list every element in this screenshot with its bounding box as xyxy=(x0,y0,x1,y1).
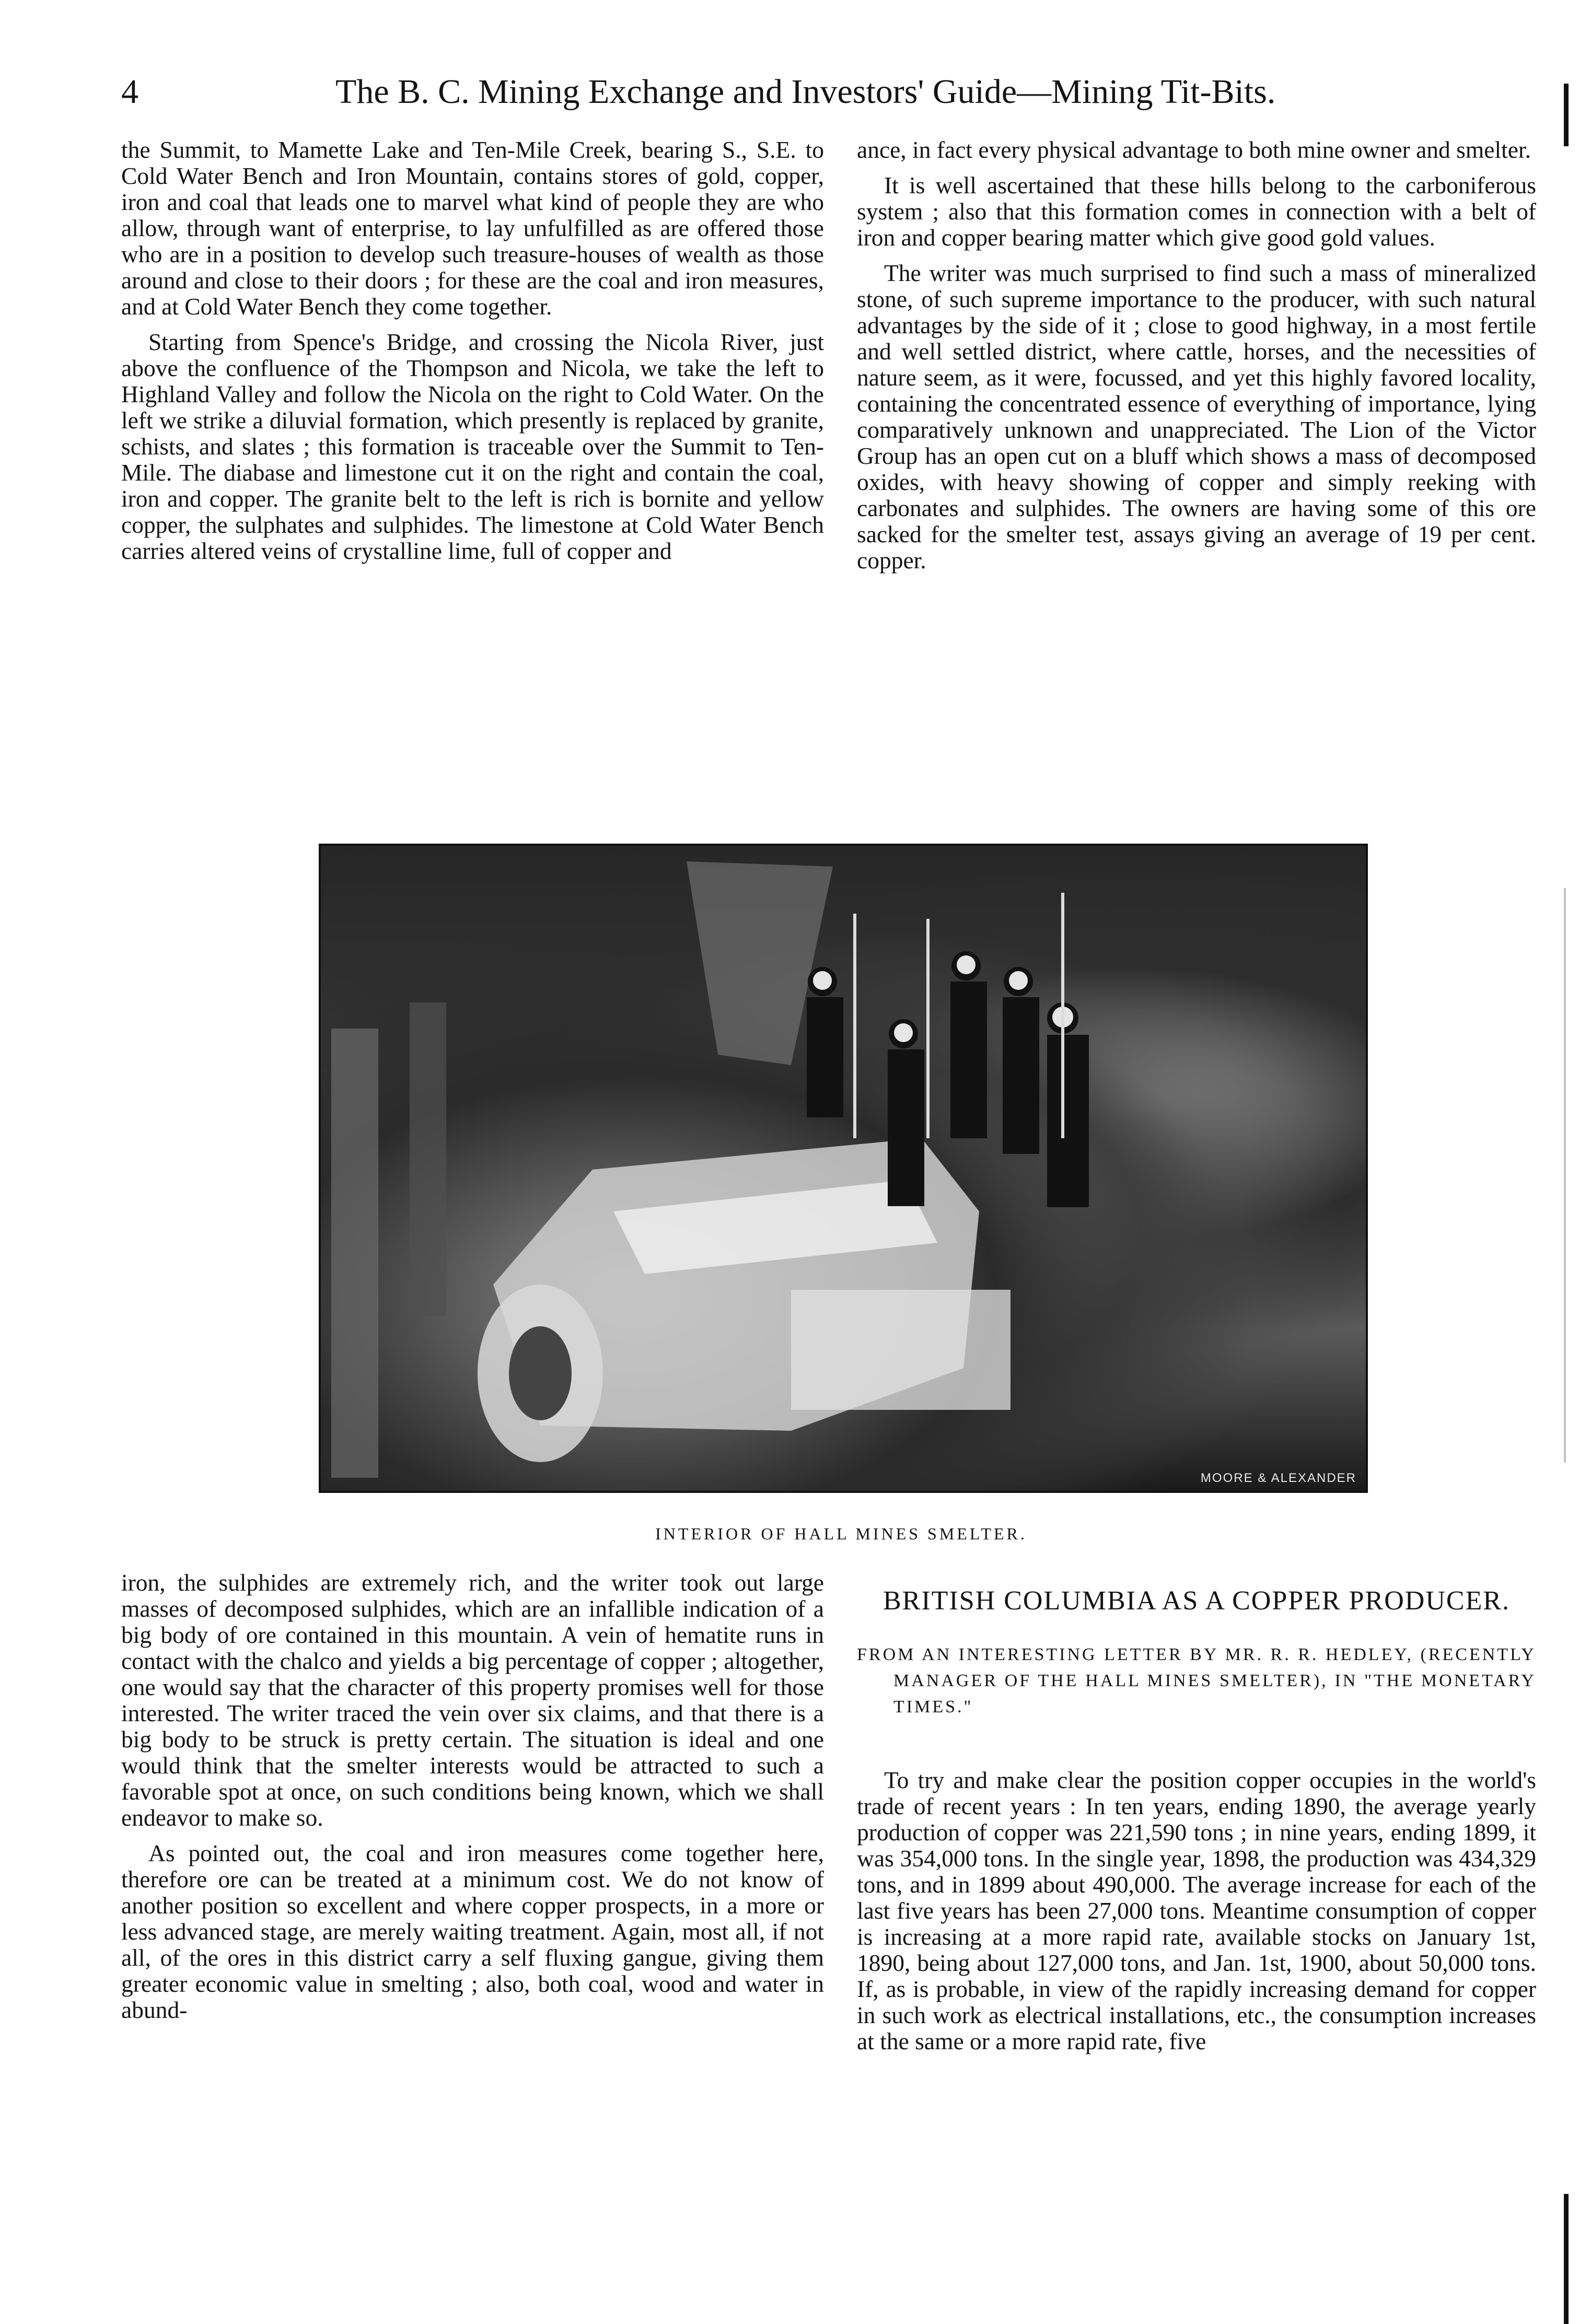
margin-rule xyxy=(1564,888,1566,1463)
column-bottom-right xyxy=(857,1570,1536,2054)
article-subtitle: FROM AN INTERESTING LETTER BY MR. R. R. HEDLEY, (RECENTLY MANAGER OF THE HALL MINES SMELTER), IN "THE MONETARY TIMES." xyxy=(857,1645,1536,1716)
paragraph: The writer was much surprised to find such a mass of mineralized stone, of such supreme importance to the producer, with such natural advantages by the side of it ; close to good highway, in a most fertile and well settled district, where cattle, horses, and the necessities of nature seem, as it were, focussed, and yet this highly favored locality, containing the concentrated essence of everything of importance, lying comparatively unknown and unappreciated. The Lion of the Victor Group has an open cut on a bluff which shows a mass of decomposed oxides, with heavy showing of copper and simply reeking with carbonates and sulphides. The owners are having some of this ore sacked for the smelter test, assays giving an average of 19 per cent. copper. xyxy=(857,260,1536,574)
page-number: 4 xyxy=(121,73,138,111)
column-bottom-left xyxy=(121,1570,824,2023)
paragraph: iron, the sulphides are extremely rich, and the writer took out large masses of decomposed sulphides, which are an infallible indication of a big body of ore contained in this mountain. A vein of hematite runs in contact with the chalco and yields a big percentage of copper ; altogether, one would say that the character of this property promises well for those interested. The writer traced the vein over six claims, and that there is a big body to be struck is pretty certain. The situation is ideal and one would think that the smelter interests would be attracted to such a favorable spot at once, on such conditions being known, which we shall endeavor to make so. xyxy=(121,1569,824,1831)
column-top-left xyxy=(121,137,824,564)
paragraph: the Summit, to Mamette Lake and Ten-Mile Creek, bearing S., S.E. to Cold Water Bench and Iron Mountain, contains stores of gold, copper, iron and coal that leads one to marvel what kind of people they are who allow, through want of enterprise, to lay unfulfilled as are offered those who are in a position to develop such treasure-houses of wealth as those around and close to their doors ; for these are the coal and iron measures, and at Cold Water Bench they come together. xyxy=(121,136,824,320)
article-title: BRITISH COLUMBIA AS A COPPER PRODUCER. xyxy=(882,1586,1511,1616)
paragraph: As pointed out, the coal and iron measures come together here, therefore ore can be treated at a minimum cost. We do not know of another position so excellent and where copper prospects, in a more or less advanced stage, are merely waiting treatment. Again, most all, if not all, of the ores in this district carry a self fluxing gangue, giving them greater economic value in smelting ; also, both coal, wood and water in abund- xyxy=(121,1840,824,2023)
margin-rule xyxy=(1564,84,1569,146)
photo-credit: MOORE & ALEXANDER xyxy=(1200,1471,1356,1485)
paragraph: It is well ascertained that these hills belong to the carboniferous system ; also that this formation comes in connection with a belt of iron and copper bearing matter which give good gold values. xyxy=(857,172,1536,251)
page-header xyxy=(121,67,1396,116)
margin-rule xyxy=(1564,2194,1569,2324)
paragraph: ance, in fact every physical advantage to both mine owner and smelter. xyxy=(857,136,1531,163)
paragraph: Starting from Spence's Bridge, and crossing the Nicola River, just above the confluence of the Thompson and Nicola, we take the left to Highland Valley and follow the Nicola on the right to Cold Water. On the left we strike a diluvial formation, which presently is replaced by granite, schists, and slates ; this formation is traceable over the Summit to Ten-Mile. The diabase and limestone cut it on the right and contain the coal, iron and copper. The granite belt to the left is rich is bornite and yellow copper, the sulphates and sulphides. The limestone at Cold Water Bench carries altered veins of crystalline lime, full of copper and xyxy=(121,329,824,564)
photo-illustration xyxy=(321,846,1366,1491)
smelter-photo xyxy=(319,844,1368,1493)
column-top-right xyxy=(857,137,1536,574)
photo-caption: INTERIOR OF HALL MINES SMELTER. xyxy=(655,1524,1027,1543)
paragraph: To try and make clear the position copper occupies in the world's trade of recent years : In ten years, ending 1890, the average yearly production of copper was 221,590 tons ; in nine years, ending 1899, it was 354,000 tons. In the single year, 1898, the production was 434,329 tons, and in 1899 about 490,000. The average increase for each of the last five years has been 27,000 tons. Meantime consumption of copper is increasing at a more rapid rate, available stocks on January 1st, 1890, being about 127,000 tons, and Jan. 1st, 1900, about 50,000 tons. If, as is probable, in view of the rapidly increasing demand for copper in such work as electrical installations, etc., the consumption increases at the same or a more rapid rate, five xyxy=(857,1767,1536,2054)
running-title: The B. C. Mining Exchange and Investors' Guide—Mining Tit-Bits. xyxy=(335,73,1276,111)
